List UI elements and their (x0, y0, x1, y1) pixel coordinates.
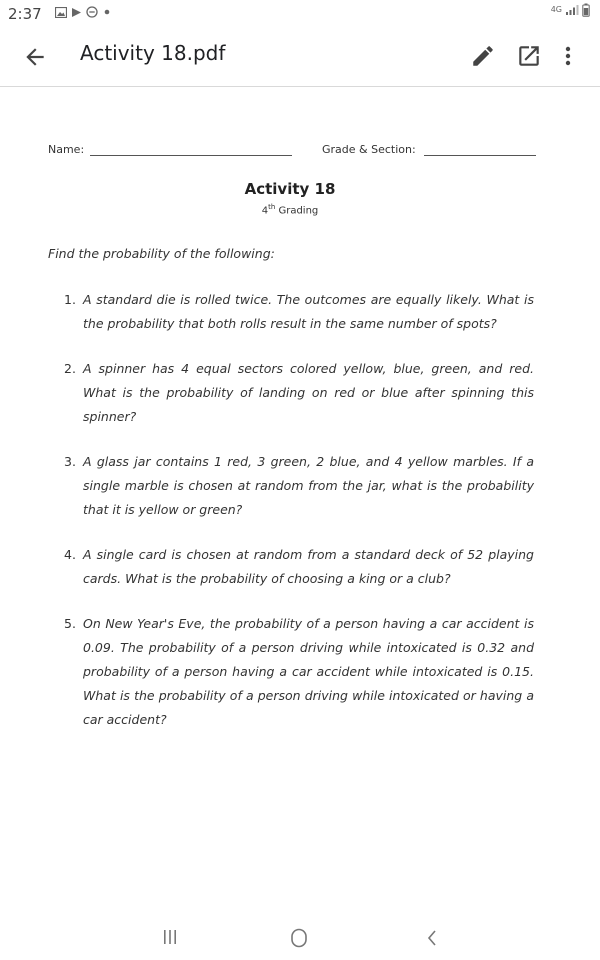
back-icon[interactable] (424, 927, 440, 949)
question-item (64, 288, 534, 336)
back-arrow-icon[interactable] (22, 44, 48, 70)
status-time: 2:37 (8, 5, 42, 23)
name-blank-line (90, 155, 292, 156)
system-nav-bar (0, 910, 600, 960)
battery-icon (582, 3, 590, 17)
question-text: On New Year's Eve, the probability of a person having a car accident is 0.09. The probability of a person driving while intoxicated is 0.32 and probability of a person having a car accident while intoxicated is 0.15. What is the probability of a person driving while intoxicated or having a car accident? (83, 616, 534, 727)
pdf-page[interactable] (0, 88, 600, 908)
grading-number: 4 (261, 205, 269, 217)
question-item (64, 450, 534, 522)
signal-icon (565, 4, 579, 16)
question-item (64, 612, 534, 732)
play-icon (71, 7, 82, 18)
question-text: A spinner has 4 equal sectors colored yellow, blue, green, and red. What is the probability of landing on red or blue after spinning this spinner? (83, 361, 534, 424)
open-external-icon[interactable] (516, 43, 542, 69)
question-item (64, 357, 534, 429)
pencil-icon[interactable] (470, 43, 496, 69)
instructions: Find the probability of the following: (48, 246, 275, 261)
minus-circle-icon (86, 6, 98, 18)
question-number: 2. (64, 361, 76, 376)
question-number: 4. (64, 547, 76, 562)
grade-section-blank-line (424, 155, 536, 156)
status-bar (0, 0, 600, 28)
app-bar (0, 28, 600, 87)
question-number: 1. (64, 292, 76, 307)
document-title: Activity 18.pdf (80, 41, 226, 65)
home-icon[interactable] (288, 927, 310, 949)
question-text: A glass jar contains 1 red, 3 green, 2 blue, and 4 yellow marbles. If a single marble is chosen at random from the jar, what is the probability that it is yellow or green? (83, 454, 534, 517)
grade-section-label: Grade & Section: (322, 143, 416, 156)
status-notification-icons (55, 6, 112, 18)
grading-text: Grading (275, 205, 319, 217)
name-label: Name: (48, 143, 85, 156)
question-list (64, 288, 534, 753)
question-text: A single card is chosen at random from a standard deck of 52 playing cards. What is the probability of choosing a king or a club? (83, 547, 534, 586)
status-system-icons (551, 3, 590, 17)
recent-apps-icon[interactable] (160, 927, 180, 947)
grading-subtitle (0, 203, 580, 216)
dot-icon (102, 7, 112, 17)
question-number: 3. (64, 454, 76, 469)
gallery-icon (55, 7, 67, 18)
question-number: 5. (64, 616, 76, 631)
grading-suffix: th (268, 203, 276, 211)
network-type-label: 4G (550, 5, 562, 14)
activity-title: Activity 18 (244, 180, 336, 198)
more-vert-icon[interactable] (558, 43, 578, 69)
question-text: A standard die is rolled twice. The outcomes are equally likely. What is the probability that both rolls result in the same number of spots? (83, 292, 534, 331)
question-item (64, 543, 534, 591)
